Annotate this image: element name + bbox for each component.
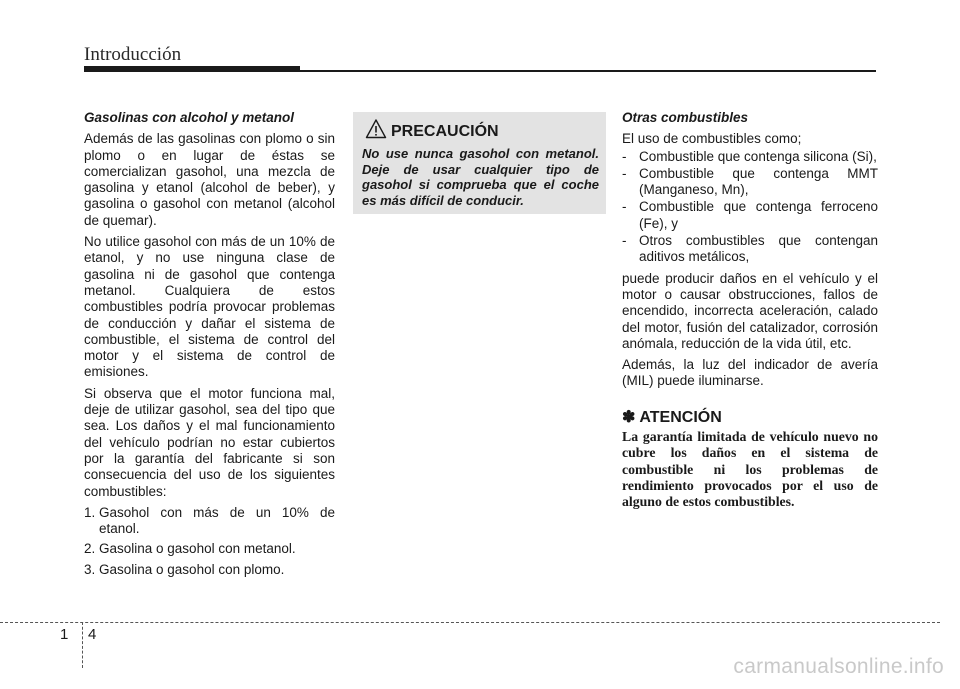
list-marker: 3. [84, 561, 96, 577]
paragraph: Además de las gasolinas con plomo o sin plomo o en lugar de éstas se comercializan gasohol, una mezcla de gasolina y etanol (alcohol de beber), y gasolina o gasohol con metanol (alcohol de quemar). [84, 131, 335, 228]
paragraph: puede producir daños en el vehículo y el motor o causar obstrucciones, fallos de encendido, incorrecta aceleración, calado del motor, fusión del catalizador, corrosión anómala, reducción de la vida útil, etc. [622, 270, 878, 351]
left-column [84, 110, 335, 583]
paragraph: El uso de combustibles como; [622, 131, 802, 147]
paragraph: Si observa que el motor funciona mal, deje de utilizar gasohol, sea del tipo que sea. Los daños y el mal funcionamiento del vehículo podrían no estar cubiertos por la garantía del fabricante si son consecuencia del uso de los siguientes combustibles: [84, 385, 335, 499]
list-item-text: Combustible que contenga silicona (Si), [639, 148, 877, 164]
list-marker: - [622, 233, 627, 249]
header-title: Introducción [84, 44, 182, 65]
list-marker: - [622, 165, 627, 181]
list-item-text: Combustible que contenga ferroceno (Fe), y [639, 199, 878, 231]
list-item [622, 233, 878, 266]
caution-box [353, 112, 606, 214]
list-item [622, 199, 878, 232]
fuel-list [84, 505, 335, 578]
right-column [622, 110, 878, 516]
page-number: 4 [88, 626, 97, 643]
list-marker: 2. [84, 541, 96, 557]
section-heading-other-fuels: Otras combustibles [622, 110, 749, 125]
attention-heading [622, 410, 878, 426]
asterisk-icon: ✽ [622, 408, 636, 426]
caution-title: PRECAUCIÓN [391, 123, 499, 140]
section-heading-alcohol-fuels: Gasolinas con alcohol y metanol [84, 110, 295, 125]
list-item [84, 562, 335, 578]
header-rule-thick [84, 66, 300, 72]
warning-triangle-icon [365, 118, 387, 140]
attention-text: La garantía limitada de vehículo nuevo no cubre los daños en el sistema de combustible ni los problemas de rendimiento provocados por el uso de alguno de estos combustibles. [622, 429, 878, 510]
list-item-text: Gasolina o gasohol con plomo. [99, 561, 285, 577]
paragraph: No utilice gasohol con más de un 10% de etanol, y no use ninguna clase de gasolina ni de gasohol que contenga metanol. Cualquiera de estos combustibles podría provocar problemas de conducción y dañar el sistema de combustible, el sistema de control del motor y el sistema de control de emisiones. [84, 234, 335, 380]
header-rule-thin [300, 70, 876, 72]
attention-title: ATENCIÓN [639, 408, 722, 426]
list-item [622, 149, 878, 165]
caution-text: No use nunca gasohol con metanol. Deje de usar cualquier tipo de gasohol si comprueba que el coche es más difícil de conducir. [362, 146, 599, 208]
footer-rule [0, 622, 940, 623]
list-marker: 1. [84, 504, 96, 520]
list-item-text: Gasolina o gasohol con metanol. [99, 541, 296, 557]
chapter-number: 1 [60, 626, 69, 643]
list-item-text: Combustible que contenga MMT (Manganeso, Mn), [639, 165, 878, 198]
additive-list [622, 149, 878, 266]
list-item-text: Gasohol con más de un 10% de etanol. [99, 504, 335, 537]
list-marker: - [622, 148, 627, 164]
paragraph: Además, la luz del indicador de avería (MIL) puede iluminarse. [622, 357, 878, 389]
list-item [84, 505, 335, 538]
list-item [622, 166, 878, 199]
footer-divider [82, 622, 83, 668]
list-item [84, 541, 335, 557]
watermark: carmanualsonline.info [733, 655, 944, 678]
list-item-text: Otros combustibles que contengan aditivos metálicos, [639, 233, 878, 265]
list-marker: - [622, 199, 627, 215]
